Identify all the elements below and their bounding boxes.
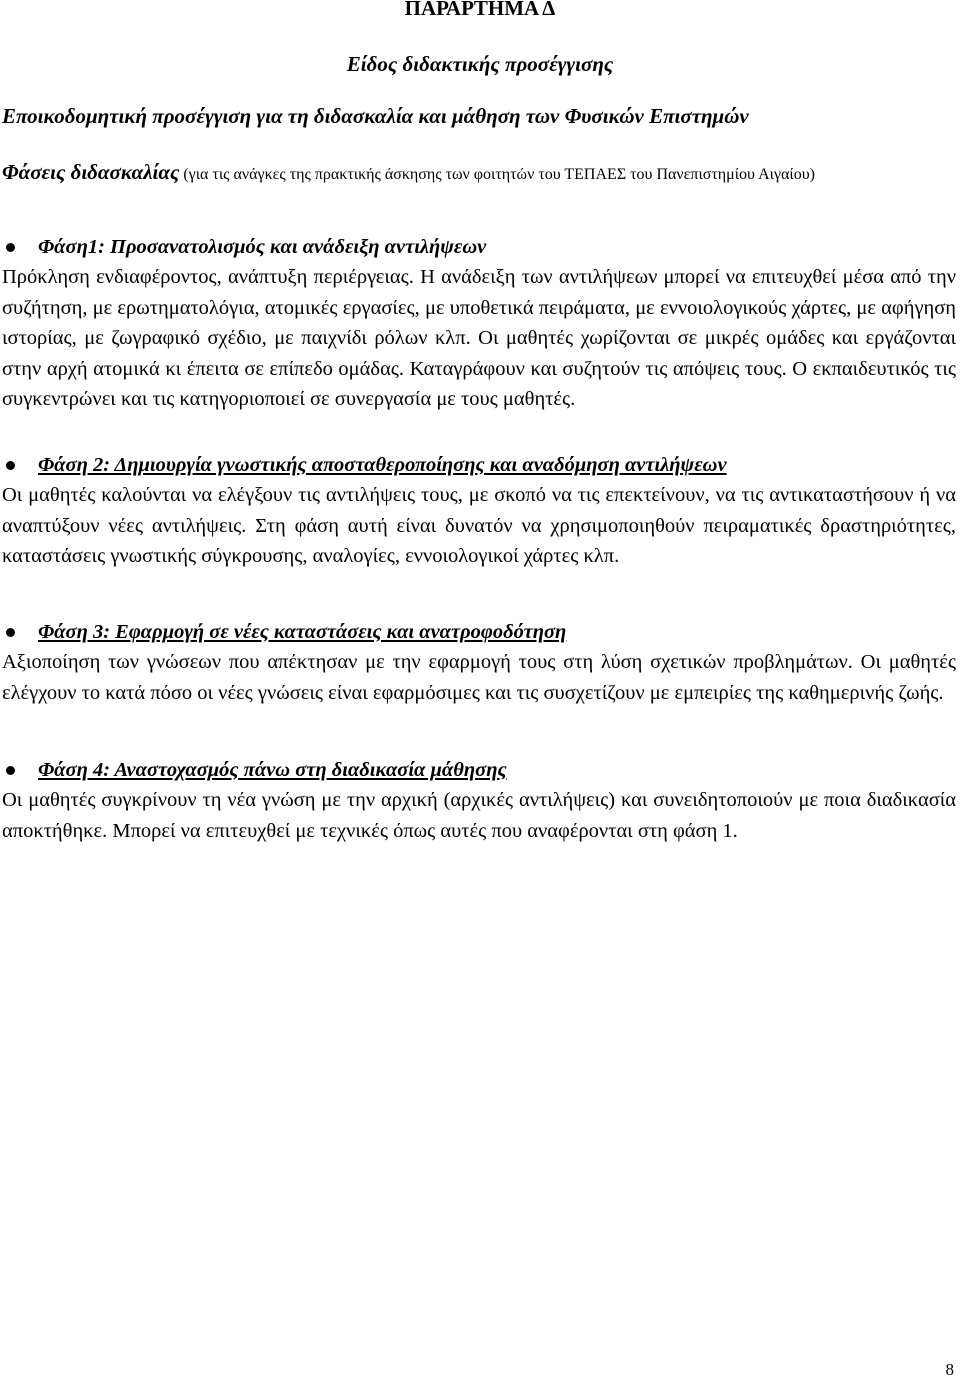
phase-2-title: Φάση 2: Δημιουργία γνωστικής αποσταθεροποίησης και αναδόμηση αντιλήψεων: [38, 454, 727, 476]
phase-1-text: Πρόκληση ενδιαφέροντος, ανάπτυξη περιέργειας. Η ανάδειξη των αντιλήψεων μπορεί να επιτευχθεί μέσα από την συζήτηση, με ερωτηματολόγια, ατομικές εργασίες, με υποθετικά πειράματα, με εννοιολογικούς χάρτες, με αφήγηση ιστορίας, με ζωγραφικό σχέδιο, με παιχνίδι ρόλων κλπ. Οι μαθητές χωρίζονται σε μικρές ομάδες και εργάζονται στην αρχή ατομικά κι έπειτα σε επίπεδο ομάδας. Καταγράφουν και συζητούν τις απόψεις τους. Ο εκπαιδευτικός τις συγκεντρώνει και τις κατηγοριοποιεί σε συνεργασία με τους μαθητές.: [2, 266, 956, 410]
phase-3: [2, 617, 956, 708]
bullet-icon: [6, 243, 15, 252]
page-number: 8: [945, 1360, 954, 1379]
phases-intro: [2, 160, 956, 187]
phase-4: [2, 755, 956, 846]
phase-3-title: Φάση 3: Εφαρμογή σε νέες καταστάσεις και ανατροφοδότηση: [38, 621, 567, 643]
bullet-icon: [6, 766, 15, 775]
phase-1-heading: [2, 232, 956, 262]
phase-4-text: Οι μαθητές συγκρίνουν τη νέα γνώση με την αρχική (αρχικές αντιλήψεις) και συνειδητοποιούν με ποια διαδικασία αποκτήθηκε. Μπορεί να επιτευχθεί με τεχνικές όπως αυτές που αναφέρονται στη φάση 1.: [2, 789, 956, 842]
phase-4-heading: [2, 755, 956, 785]
phase-3-text: Αξιοποίηση των γνώσεων που απέκτησαν με την εφαρμογή τους στη λύση σχετικών προβλημάτων. Οι μαθητές ελέγχουν το κατά πόσο οι νέες γνώσεις είναι εφαρμόσιμες και τις συσχετίζουν με εμπειρίες της καθημερινής ζωής.: [2, 651, 956, 704]
section-heading: Εποικοδομητική προσέγγιση για τη διδασκαλία και μάθηση των Φυσικών Επιστημών: [2, 104, 749, 128]
approach-subtitle: Είδος διδακτικής προσέγγισης: [346, 52, 614, 76]
appendix-title: ΠΑΡΑΡΤΗΜΑ Δ: [404, 0, 556, 20]
bullet-icon: [6, 461, 15, 470]
phase-1: [2, 232, 956, 415]
phase-1-title: Φάση1: Προσανατολισμός και ανάδειξη αντιλήψεων: [38, 236, 487, 258]
phases-intro-label: Φάσεις διδασκαλίας: [2, 160, 180, 184]
phase-2-heading: [2, 450, 956, 480]
phase-2-text: Οι μαθητές καλούνται να ελέγξουν τις αντιλήψεις τους, με σκοπό να τις επεκτείνουν, να τις αντικαταστήσουν ή να αναπτύξουν νέες αντιλήψεις. Στη φάση αυτή είναι δυνατόν να χρησιμοποιηθούν πειραματικές δραστηριότητες, καταστάσεις γνωστικής σύγκρουσης, αναλογίες, εννοιολογικοί χάρτες κλπ.: [2, 484, 956, 567]
phase-2: [2, 450, 956, 572]
phase-3-heading: [2, 617, 956, 647]
phases-intro-note: (για τις ανάγκες της πρακτικής άσκησης των φοιτητών του ΤΕΠΑΕΣ του Πανεπιστημίου Αιγαίου): [179, 166, 815, 183]
bullet-icon: [6, 628, 15, 637]
phase-4-title: Φάση 4: Αναστοχασμός πάνω στη διαδικασία μάθησης: [38, 759, 507, 781]
